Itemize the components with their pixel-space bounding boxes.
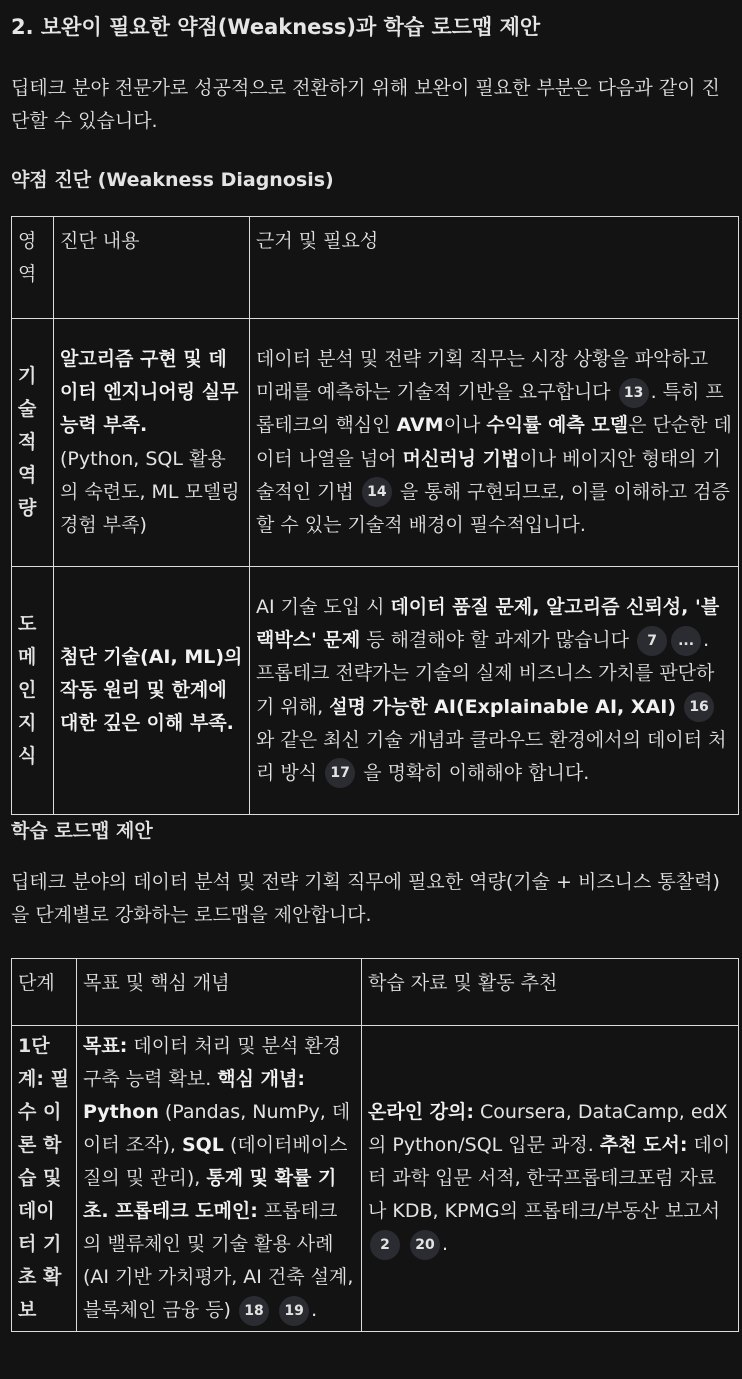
roadmap-heading: 학습 로드맵 제안: [11, 820, 153, 842]
roadmap-table: [11, 958, 739, 1332]
diagnosis-bold: 알고리즘 구현 및 데이터 엔지니어링 실무 능력 부족.: [60, 348, 239, 437]
reason-bold: AVM: [396, 414, 444, 437]
reason-bold: 데이터 품질 문제, 알고리즘 신뢰성, '블랙박스' 문제: [256, 596, 720, 652]
section-title: 2. 보완이 필요한 약점(Weakness)과 학습 로드맵 제안: [11, 15, 541, 39]
header-reason: 근거 및 필요성: [250, 217, 739, 319]
reason-text: . 특히 프롭테크의 핵심인: [256, 381, 724, 437]
resources-bold: 온라인 강의:: [368, 1101, 474, 1124]
citation-badge[interactable]: 13: [619, 378, 649, 408]
citation-badge[interactable]: 20: [410, 1230, 440, 1260]
header-stage: 단계: [12, 959, 77, 1026]
reason-text: 데이터 분석 및 전략 기획 직무는 시장 상황을 파악하고 미래를 예측하는 기술적 기반을 요구합니다: [256, 348, 709, 404]
goal-text: (데이터베이스 질의 및 관리),: [83, 1134, 348, 1190]
reason-text: . 프롭테크 전략가는 기술의 실제 비즈니스 가치를 판단하기 위해,: [256, 629, 715, 718]
reason-text: 이나: [443, 414, 487, 437]
stage-cell: 1단계: 필수 이론 학습 및 데이터 기초 확보: [12, 1026, 77, 1332]
diagnosis-cell: [54, 567, 250, 815]
goal-bold: SQL: [181, 1134, 224, 1157]
header-resources: 학습 자료 및 활동 추천: [362, 959, 739, 1026]
citation-badge[interactable]: 2: [370, 1230, 400, 1260]
goal-bold: 통계 및 확률 기초. 프롭테크 도메인:: [83, 1167, 337, 1223]
goal-bold: 핵심 개념: Python: [83, 1068, 305, 1124]
reason-bold: 수익률 예측 모델: [486, 414, 629, 437]
header-diagnosis: 진단 내용: [54, 217, 250, 319]
header-area: 영역: [12, 217, 54, 319]
diagnosis-detail: (Python, SQL 활용의 숙련도, ML 모델링 경험 부족): [60, 447, 240, 536]
weakness-table: [11, 216, 739, 815]
citation-more-badge[interactable]: ...: [671, 626, 701, 656]
citation-badge[interactable]: 14: [362, 477, 392, 507]
resources-text: .: [442, 1233, 449, 1256]
citation-badge[interactable]: 7: [637, 626, 667, 656]
goal-bold: 목표:: [83, 1035, 128, 1057]
header-goal: 목표 및 핵심 개념: [77, 959, 362, 1026]
area-cell: 기술적역량: [12, 319, 54, 567]
reason-bold: 머신러닝 기법: [402, 447, 520, 470]
diagnosis-cell: [54, 319, 250, 567]
diagnosis-bold: 첨단 기술(AI, ML)의 작동 원리 및 한계에 대한 깊은 이해 부족.: [60, 645, 243, 735]
resources-text: Coursera, DataCamp, edX의 Python/SQL 입문 과정.: [368, 1101, 728, 1157]
citation-badge[interactable]: 17: [325, 758, 355, 788]
reason-text: 은 단순한 데이터 나열을 넘어: [256, 414, 732, 470]
resources-cell: [362, 1026, 739, 1332]
citation-badge[interactable]: 19: [279, 1296, 309, 1326]
roadmap-intro: 딥테크 분야의 데이터 분석 및 전략 기획 직무에 필요한 역량(기술 + 비즈니스 통찰력)을 단계별로 강화하는 로드맵을 제안합니다.: [11, 871, 720, 927]
table-header-row: [12, 959, 739, 1026]
citation-badge[interactable]: 18: [239, 1296, 269, 1326]
area-cell: 도메인지식: [12, 567, 54, 815]
goal-text: 데이터 처리 및 분석 환경 구축 능력 확보.: [83, 1035, 342, 1091]
reason-text: 와 같은 최신 기술 개념과 클라우드 환경에서의 데이터 처리 방식: [256, 728, 727, 784]
table-header-row: [12, 217, 739, 319]
reason-cell: [250, 567, 739, 815]
reason-text: AI 기술 도입 시: [256, 596, 391, 619]
resources-text: 데이터 과학 입문 서적, 한국프롭테크포럼 자료나 KDB, KPMG의 프롭테크/부동산 보고서: [368, 1134, 731, 1223]
reason-cell: [250, 319, 739, 567]
weakness-heading: 약점 진단 (Weakness Diagnosis): [11, 169, 334, 191]
table-row: [12, 567, 739, 815]
table-row: [12, 319, 739, 567]
reason-text: 을 명확히 이해해야 합니다.: [363, 761, 590, 784]
reason-text: 등 해결해야 할 과제가 많습니다: [360, 629, 630, 652]
goal-text: (Pandas, NumPy, 데이터 조작),: [83, 1101, 351, 1157]
citation-badge[interactable]: 16: [684, 692, 714, 722]
reason-bold: 설명 가능한 AI(Explainable AI, XAI): [329, 695, 677, 718]
goal-text: 프롭테크의 밸류체인 및 기술 활용 사례 (AI 기반 가치평가, AI 건축 설계, 블록체인 금융 등): [83, 1200, 354, 1322]
reason-text: 을 통해 구현되므로, 이를 이해하고 검증할 수 있는 기술적 배경이 필수적입니다.: [256, 480, 730, 536]
reason-text: 이나 베이지안 형태의 기술적인 기법: [256, 447, 722, 503]
table-row: [12, 1026, 739, 1332]
resources-bold: 추천 도서:: [599, 1134, 688, 1157]
intro-paragraph: 딥테크 분야 전문가로 성공적으로 전환하기 위해 보완이 필요한 부분은 다음과 같이 진단할 수 있습니다.: [11, 77, 720, 133]
goal-cell: 목표: 데이터 처리 및 분석 환경 구축 능력 확보. 핵심 개념: Python (Pandas, NumPy, 데이터 조작), SQL (데이터베이스 질의 및 관리), 통계 및 확률 기초. 프롭테크 도메인: 프롭테크의 밸류체인 및 기술 활용 사례 (AI 기반 가치평가, AI 건축 설계, 블록체인 금융 등) 18 19 .: [77, 1026, 362, 1332]
